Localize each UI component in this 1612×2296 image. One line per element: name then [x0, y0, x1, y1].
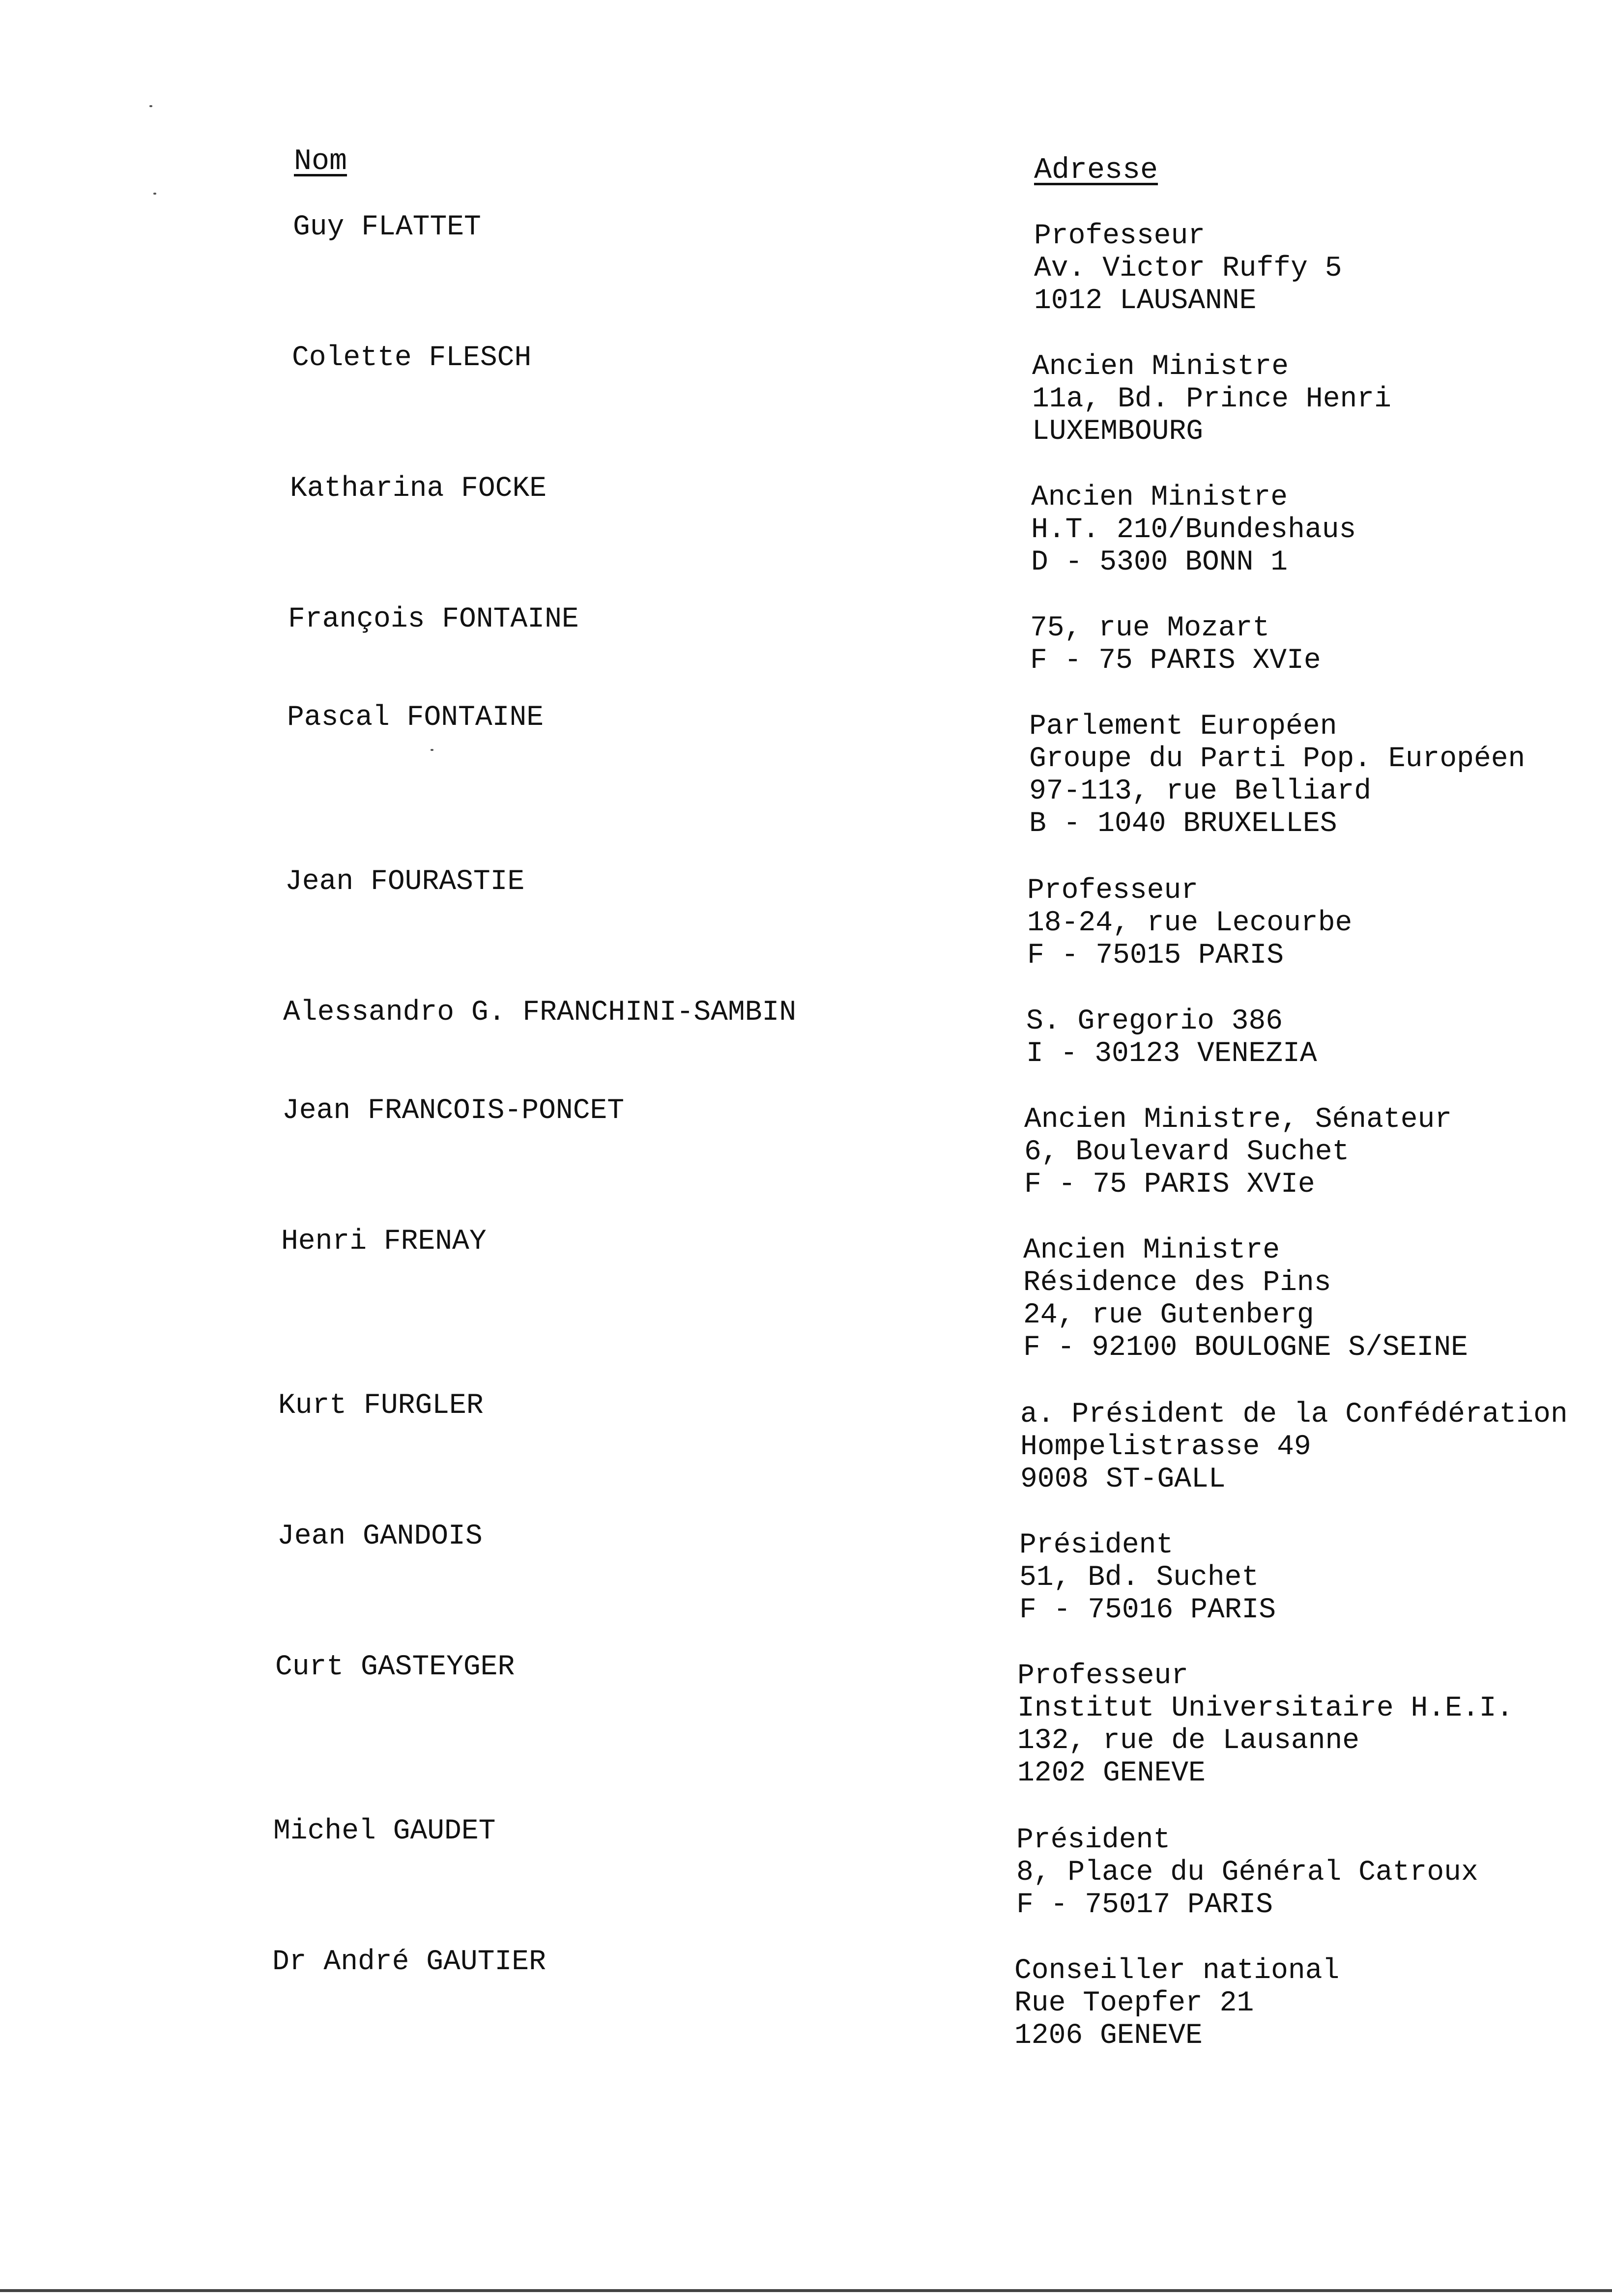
entry-address — [1030, 612, 1321, 677]
entry-name: Guy FLATTET — [293, 211, 481, 243]
address-line: 1202 GENEVE — [1017, 1757, 1206, 1789]
address-line: F - 75 PARIS XVIe — [1030, 645, 1321, 677]
entry-address — [1031, 482, 1356, 579]
entry-name: Colette FLESCH — [292, 342, 532, 374]
address-line: Ancien Ministre — [1032, 351, 1289, 383]
address-line: F - 75 PARIS XVIe — [1024, 1169, 1315, 1201]
address-line: F - 92100 BOULOGNE S/SEINE — [1023, 1332, 1468, 1364]
address-line: F - 75015 PARIS — [1027, 940, 1284, 972]
entry-name: Henri FRENAY — [281, 1226, 487, 1258]
entry-name: Kurt FURGLER — [278, 1390, 484, 1422]
address-line: 8, Place du Général Catroux — [1016, 1857, 1478, 1889]
address-line: D - 5300 BONN 1 — [1031, 546, 1288, 578]
entry-name: Jean GANDOIS — [277, 1521, 483, 1552]
address-line: 11a, Bd. Prince Henri — [1032, 383, 1391, 415]
entry-address — [1032, 351, 1391, 448]
entry-name: Katharina FOCKE — [290, 473, 547, 505]
address-line: Ancien Ministre, Sénateur — [1024, 1104, 1452, 1136]
address-line: Ancien Ministre — [1023, 1234, 1280, 1266]
address-line: Institut Universitaire H.E.I. — [1017, 1693, 1514, 1724]
address-line: S. Gregorio 386 — [1026, 1005, 1283, 1037]
address-line: LUXEMBOURG — [1032, 416, 1204, 448]
entry-address — [1024, 1104, 1452, 1201]
entry-name: Michel GAUDET — [273, 1815, 496, 1847]
address-line: Rue Toepfer 21 — [1014, 1987, 1254, 2019]
address-line: Conseiller national — [1014, 1955, 1340, 1987]
address-line: Professeur — [1027, 875, 1199, 907]
address-line: B - 1040 BRUXELLES — [1029, 808, 1337, 840]
address-line: 1012 LAUSANNE — [1034, 285, 1257, 317]
address-line: 51, Bd. Suchet — [1019, 1562, 1259, 1594]
address-line: I - 30123 VENEZIA — [1026, 1038, 1317, 1070]
entry-address — [1017, 1660, 1513, 1790]
address-line: Professeur — [1034, 220, 1206, 252]
scan-speck — [431, 749, 433, 751]
entry-address — [1020, 1399, 1568, 1496]
address-line: Parlement Européen — [1029, 711, 1337, 743]
address-line: Hompelistrasse 49 — [1020, 1431, 1311, 1463]
entry-name: Curt GASTEYGER — [275, 1651, 515, 1683]
entry-name: Alessandro G. FRANCHINI-SAMBIN — [283, 997, 797, 1029]
entry-address — [1027, 875, 1352, 972]
page-bottom-edge — [0, 2289, 1612, 2292]
entry-address — [1019, 1529, 1276, 1627]
address-line: 9008 ST-GALL — [1020, 1464, 1226, 1495]
address-line: 132, rue de Lausanne — [1017, 1725, 1360, 1757]
address-line: Groupe du Parti Pop. Européen — [1029, 743, 1526, 775]
column-header-name: Nom — [294, 145, 347, 178]
entry-address — [1029, 711, 1525, 840]
address-line: 1206 GENEVE — [1014, 2020, 1203, 2052]
address-line: Résidence des Pins — [1023, 1267, 1331, 1299]
entry-name: François FONTAINE — [288, 603, 579, 635]
entry-address — [1034, 220, 1342, 317]
address-line: H.T. 210/Bundeshaus — [1031, 514, 1356, 546]
scan-speck — [149, 105, 152, 107]
entry-address — [1014, 1955, 1339, 2052]
column-header-address: Adresse — [1034, 154, 1158, 187]
entry-address — [1016, 1824, 1478, 1922]
address-line: Professeur — [1017, 1660, 1189, 1692]
entry-name: Pascal FONTAINE — [287, 702, 544, 734]
address-line: a. Président de la Confédération — [1020, 1399, 1568, 1431]
address-line: 24, rue Gutenberg — [1023, 1299, 1314, 1331]
scan-speck — [153, 193, 156, 195]
address-line: 97-113, rue Belliard — [1029, 775, 1372, 807]
entry-address — [1023, 1234, 1468, 1364]
entry-name: Dr André GAUTIER — [272, 1946, 546, 1978]
entry-address — [1026, 1005, 1317, 1070]
address-line: 75, rue Mozart — [1030, 612, 1270, 644]
address-line: F - 75016 PARIS — [1019, 1594, 1276, 1626]
address-line: 18-24, rue Lecourbe — [1027, 907, 1353, 939]
entry-name: Jean FOURASTIE — [285, 866, 525, 898]
address-line: Ancien Ministre — [1031, 482, 1288, 514]
address-line: F - 75017 PARIS — [1016, 1889, 1273, 1921]
address-line: Av. Victor Ruffy 5 — [1034, 253, 1342, 285]
address-line: Président — [1016, 1824, 1171, 1856]
entry-name: Jean FRANCOIS-PONCET — [282, 1095, 625, 1127]
address-line: Président — [1019, 1529, 1174, 1561]
address-line: 6, Boulevard Suchet — [1024, 1136, 1350, 1168]
